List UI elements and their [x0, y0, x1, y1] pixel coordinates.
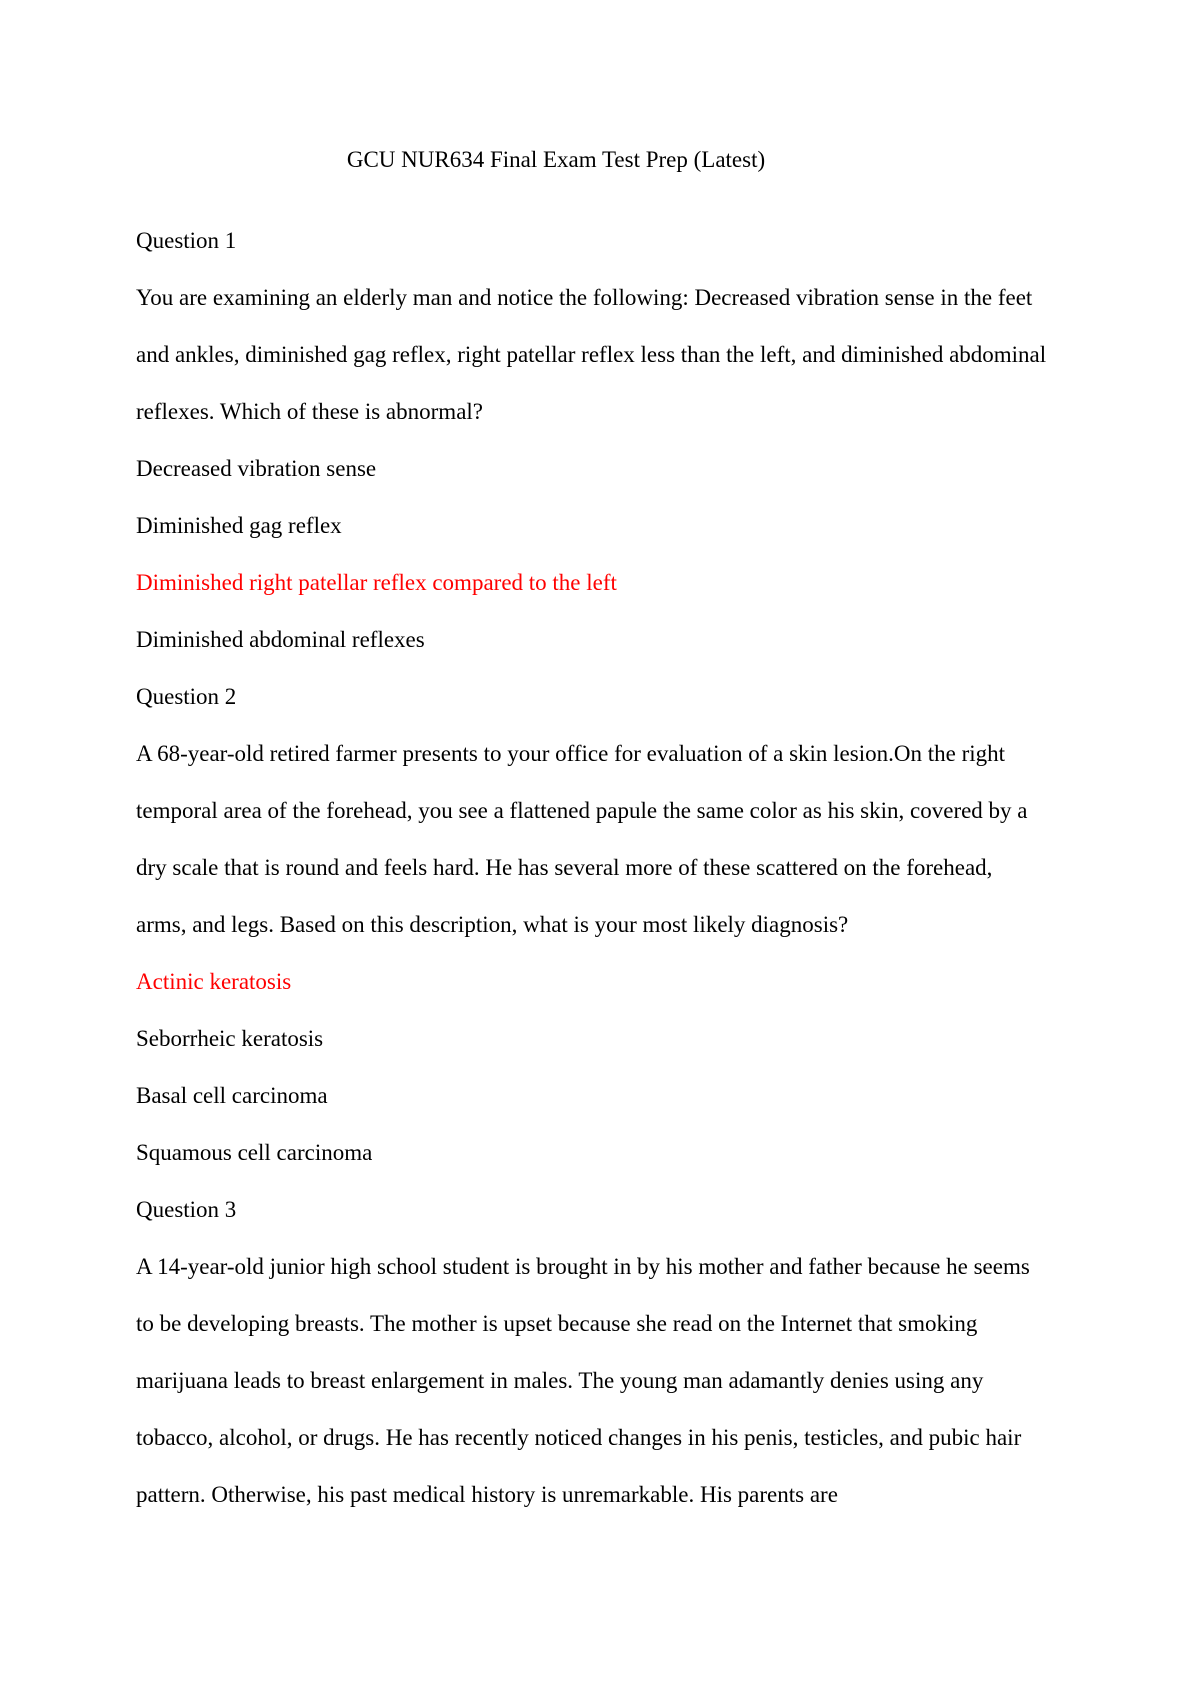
question-label: [136, 212, 976, 269]
answer-option-line: Squamous cell carcinoma: [136, 1140, 373, 1165]
question-label: [136, 668, 976, 725]
question-text-line: reflexes. Which of these is abnormal?: [136, 399, 483, 424]
answer-option: [136, 440, 976, 497]
answer-option-line: Diminished abdominal reflexes: [136, 627, 425, 652]
answer-option-line: Actinic keratosis: [136, 969, 292, 994]
question-text: [136, 269, 1047, 440]
question-label: [136, 1181, 976, 1238]
question-text-line: tobacco, alcohol, or drugs. He has recently noticed changes in his penis, testicles, and pubic hair: [136, 1425, 1022, 1450]
question-text-line: to be developing breasts. The mother is upset because she read on the Internet that smoking: [136, 1311, 978, 1336]
question-text-line: and ankles, diminished gag reflex, right patellar reflex less than the left, and diminished abdominal: [136, 342, 1047, 367]
answer-option-line: Basal cell carcinoma: [136, 1083, 328, 1108]
answer-option: [136, 554, 976, 611]
answer-option: [136, 953, 976, 1010]
document-title-line: GCU NUR634 Final Exam Test Prep (Latest): [346, 147, 766, 172]
question-text-line: arms, and legs. Based on this description, what is your most likely diagnosis?: [136, 912, 849, 937]
question-text-line: pattern. Otherwise, his past medical history is unremarkable. His parents are: [136, 1482, 838, 1507]
answer-option-line: Decreased vibration sense: [136, 456, 377, 481]
question-text-line: You are examining an elderly man and notice the following: Decreased vibration sense in the feet: [136, 285, 1033, 310]
question-text-line: dry scale that is round and feels hard. He has several more of these scattered on the forehead,: [136, 855, 993, 880]
question-text-line: A 68-year-old retired farmer presents to your office for evaluation of a skin lesion.On the right: [136, 741, 1006, 766]
answer-option: [136, 611, 976, 668]
question-text-line: temporal area of the forehead, you see a flattened papule the same color as his skin, covered by a: [136, 798, 1028, 823]
answer-option: [136, 1067, 976, 1124]
question-text-line: A 14-year-old junior high school student is brought in by his mother and father because he seems: [136, 1254, 1030, 1279]
answer-option-line: Diminished right patellar reflex compared to the left: [136, 570, 617, 595]
answer-option: [136, 1010, 976, 1067]
question-text-line: marijuana leads to breast enlargement in males. The young man adamantly denies using any: [136, 1368, 984, 1393]
answer-option-line: Diminished gag reflex: [136, 513, 342, 538]
question-text: [136, 1238, 1030, 1523]
answer-option-line: Seborrheic keratosis: [136, 1026, 324, 1051]
document-content: [136, 131, 1047, 1523]
question-text: [136, 725, 1028, 953]
question-label-line: Question 1: [136, 228, 237, 253]
answer-option: [136, 1124, 976, 1181]
question-label-line: Question 2: [136, 684, 237, 709]
document-title: [136, 131, 976, 188]
answer-option: [136, 497, 976, 554]
question-label-line: Question 3: [136, 1197, 237, 1222]
